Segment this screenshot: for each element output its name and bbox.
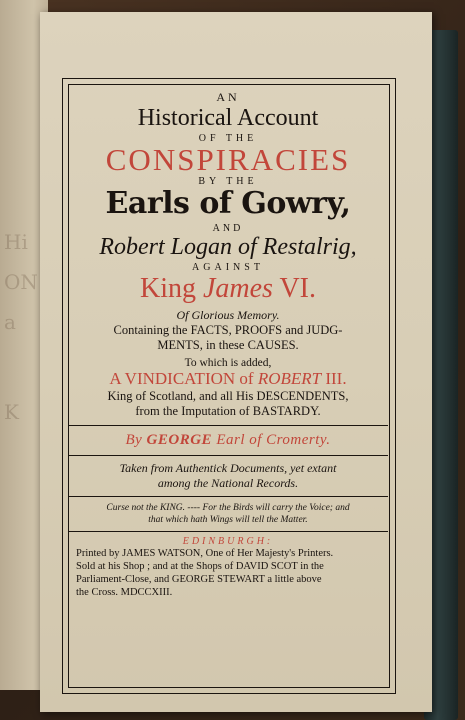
vindication-heading bbox=[68, 369, 388, 389]
conspiracies-heading: CONSPIRACIES bbox=[105, 142, 351, 177]
bleed-through-text: ON bbox=[4, 270, 38, 294]
king-of-scotland-line-2: from the Imputation of BASTARDY. bbox=[135, 404, 321, 418]
taken-line-2: among the National Records. bbox=[157, 476, 299, 490]
word-by-the: BY THE bbox=[198, 176, 258, 187]
author-name: GEORGE bbox=[146, 432, 213, 448]
author-rest: Earl of Cromerty. bbox=[212, 432, 331, 448]
edinburgh-imprint: EDINBURGH: bbox=[182, 536, 274, 547]
imprint bbox=[68, 547, 388, 599]
king-prefix: King bbox=[139, 273, 203, 304]
containing-line-2: MENTS, in these CAUSES. bbox=[157, 338, 299, 352]
containing-line-1: Containing the FACTS, PROOFS and JUDG- bbox=[113, 323, 343, 337]
glorious-memory: Of Glorious Memory. bbox=[176, 308, 280, 322]
historical-account: Historical Account bbox=[137, 105, 319, 131]
king-james-heading bbox=[68, 273, 388, 305]
bleed-through-text: a bbox=[4, 310, 16, 334]
to-which-added: To which is added, bbox=[184, 357, 272, 369]
by-word: By bbox=[125, 432, 147, 448]
word-of-the: OF THE bbox=[198, 133, 258, 144]
vindication-prefix: A VINDICATION of bbox=[109, 369, 258, 388]
title-page-content bbox=[68, 84, 388, 599]
imprint-line-2: Sold at his Shop ; and at the Shops of DAVID SCOT in the bbox=[76, 561, 324, 572]
curse-line-2: that which hath Wings will tell the Matter. bbox=[148, 515, 308, 525]
king-of-scotland-line-1: King of Scotland, and all His DESCENDENTS, bbox=[107, 389, 349, 403]
earls-of-gowry: Earls of Gowry, bbox=[105, 186, 351, 221]
vindication-name: ROBERT bbox=[257, 369, 322, 388]
imprint-line-4: the Cross. MDCCXIII. bbox=[76, 587, 173, 598]
author-line bbox=[68, 426, 388, 455]
bleed-through-text: K bbox=[4, 400, 19, 424]
word-and: AND bbox=[212, 223, 244, 234]
curse-line-1: Curse not the KING. ---- For the Birds will carry the Voice; and bbox=[106, 503, 350, 513]
king-name: James bbox=[202, 273, 273, 304]
vindication-suffix: III. bbox=[321, 369, 347, 388]
robert-logan: Robert Logan of Restalrig, bbox=[99, 234, 357, 260]
taken-line-1: Taken from Authentick Documents, yet extant bbox=[119, 461, 337, 475]
source-note bbox=[68, 456, 388, 496]
imprint-line-1: Printed by JAMES WATSON, One of Her Majesty's Printers. bbox=[76, 548, 334, 559]
epigraph bbox=[68, 497, 388, 531]
word-against: AGAINST bbox=[192, 262, 264, 273]
imprint-line-3: Parliament-Close, and GEORGE STEWART a little above bbox=[76, 574, 322, 585]
word-an: AN bbox=[216, 90, 240, 104]
bleed-through-text: Hi bbox=[4, 230, 28, 254]
king-suffix: VI. bbox=[272, 273, 317, 304]
title-page bbox=[40, 12, 432, 712]
